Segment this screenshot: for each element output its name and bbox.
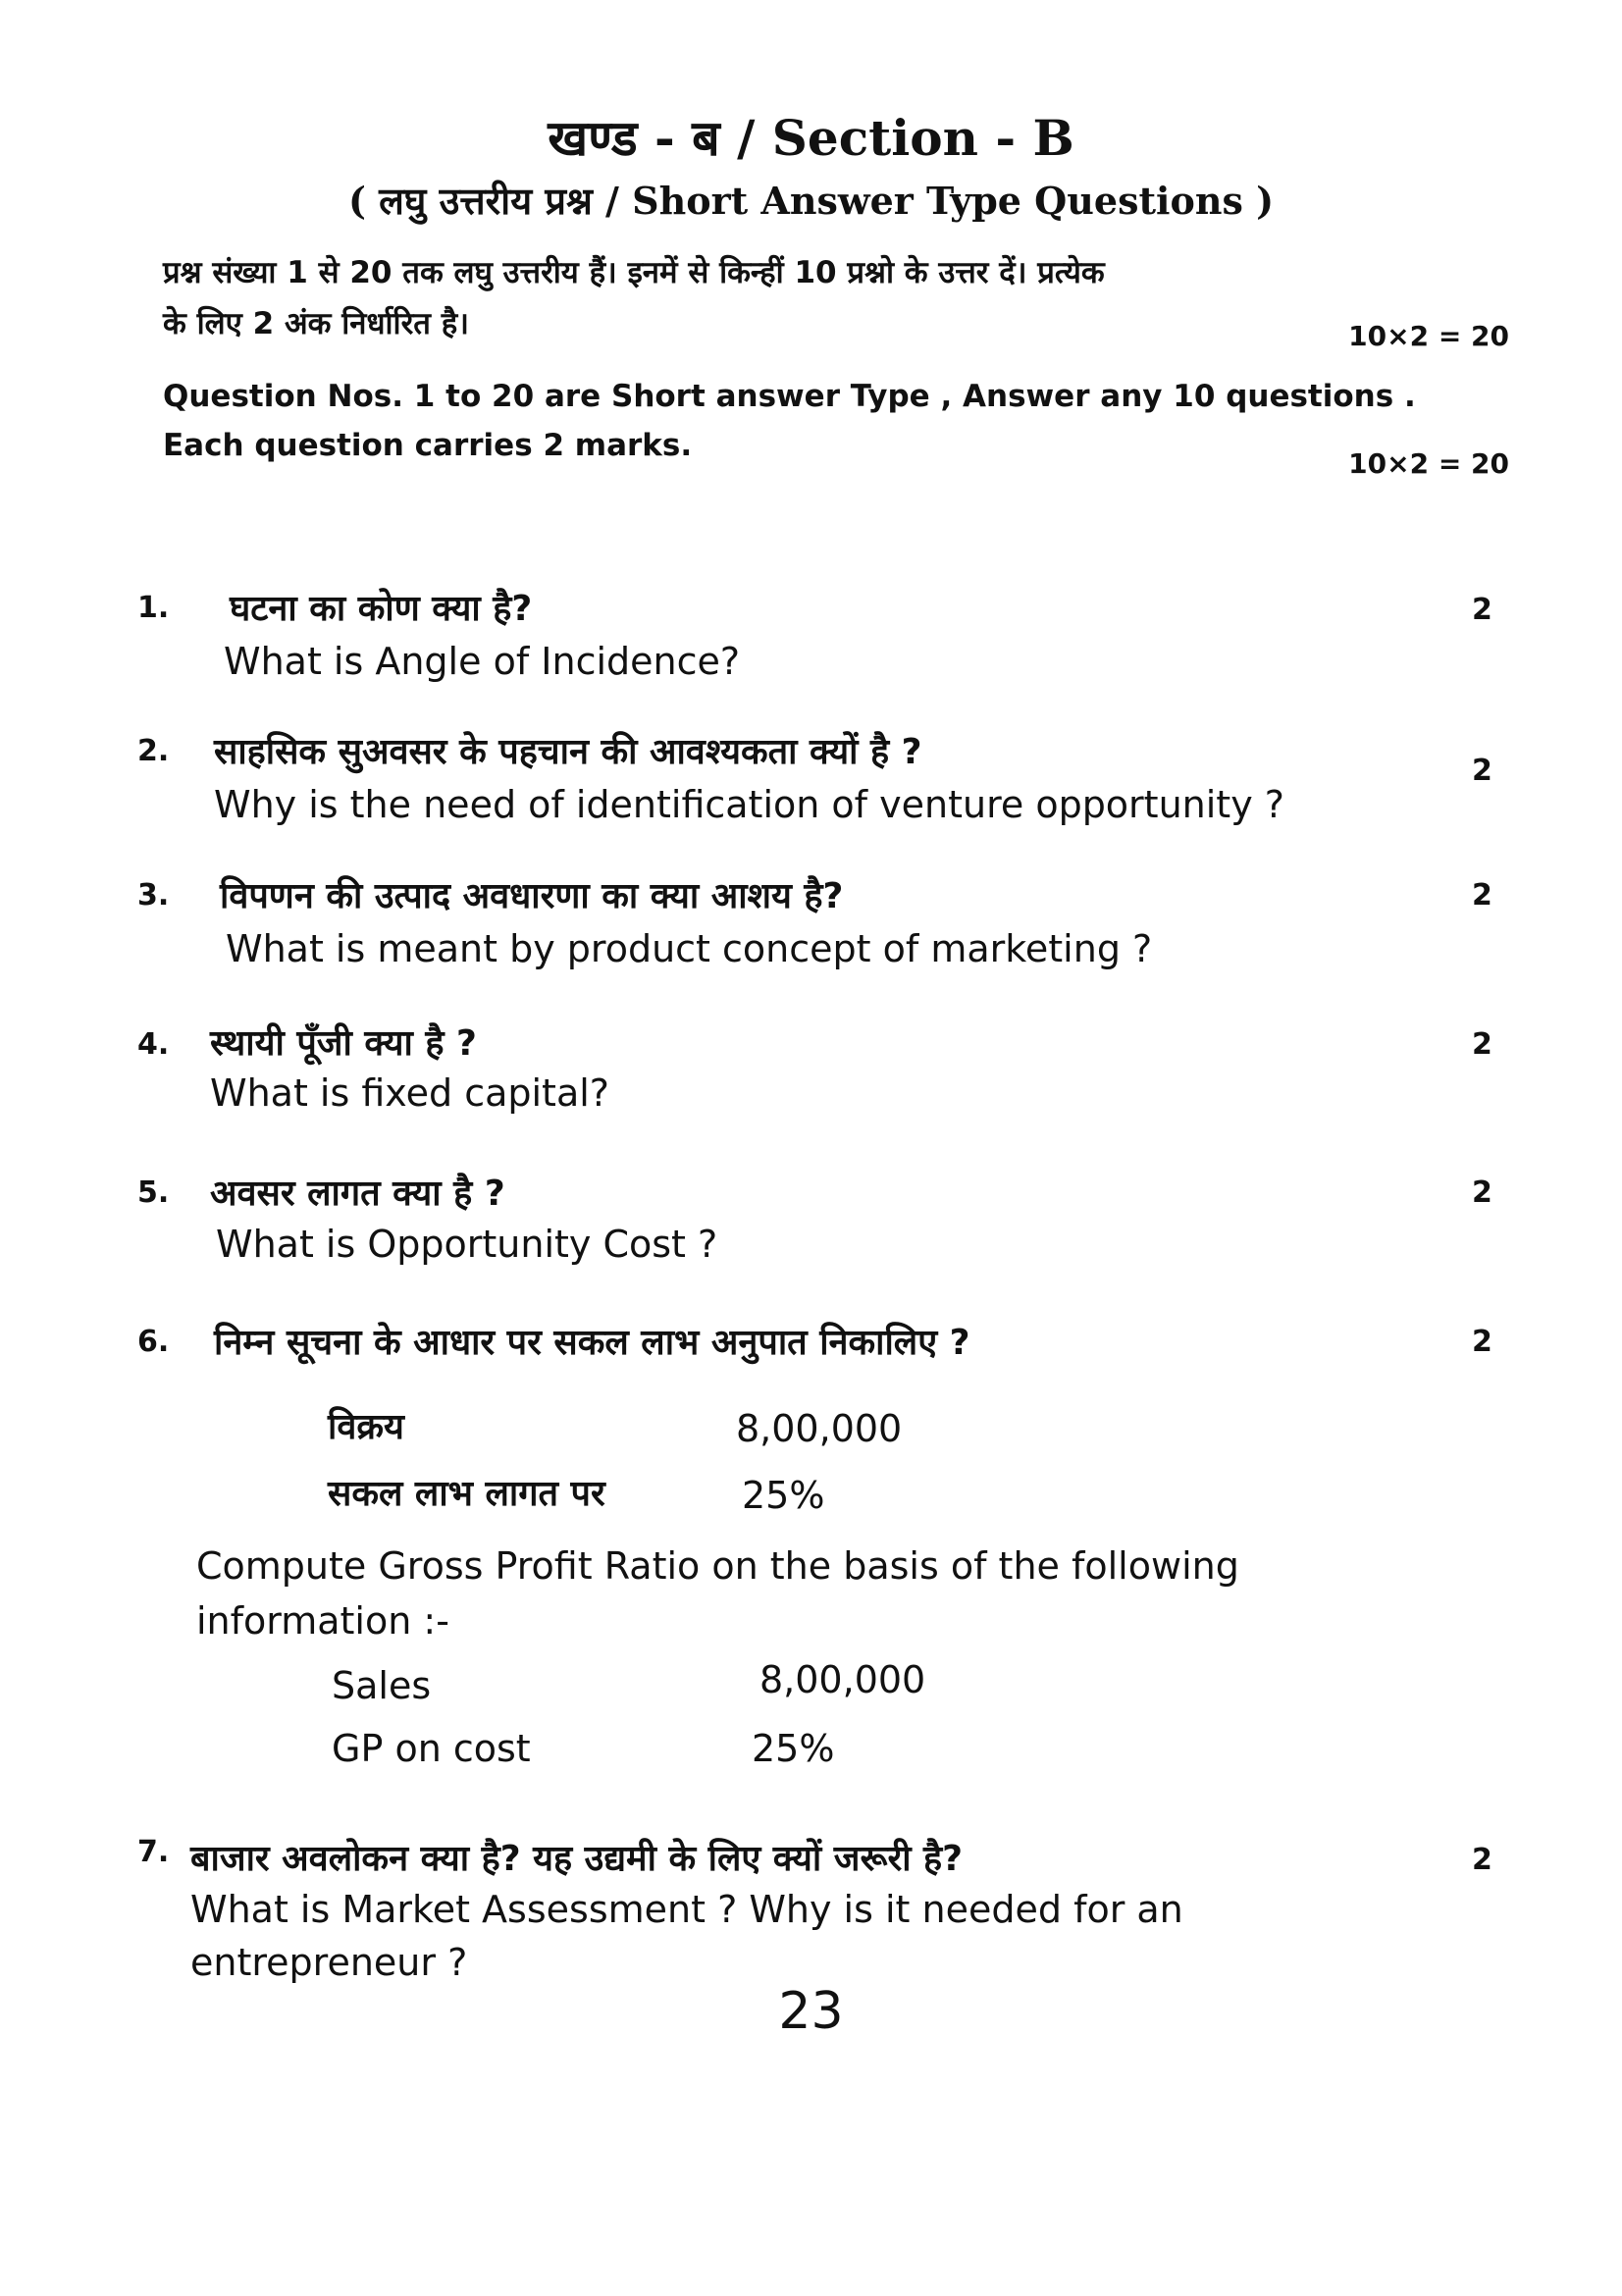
page-number: 23 <box>778 1982 844 2041</box>
english-table-label: Sales <box>332 1664 432 1707</box>
question-hindi: घटना का कोण क्या है? <box>230 589 533 629</box>
question-number: 3. <box>137 878 170 913</box>
section-title: खण्ड - ब / Section - B <box>548 109 1074 167</box>
question-hindi: अवसर लागत क्या है ? <box>210 1174 505 1214</box>
instruction-english-line-1: Question Nos. 1 to 20 are Short answer Type , Answer any 10 questions . <box>163 379 1416 414</box>
hindi-table-value: 8,00,000 <box>736 1407 903 1450</box>
question-hindi: साहसिक सुअवसर के पहचान की आवश्यकता क्यों है ? <box>214 732 922 772</box>
question-english: What is Angle of Incidence? <box>224 640 741 683</box>
question-marks: 2 <box>1472 1325 1492 1359</box>
question-number: 5. <box>137 1175 170 1210</box>
hindi-table-label: सकल लाभ लागत पर <box>328 1474 605 1514</box>
question-hindi: निम्न सूचना के आधार पर सकल लाभ अनुपात निकालिए ? <box>214 1323 970 1363</box>
question-marks: 2 <box>1472 1843 1492 1877</box>
question-english-line-2: information :- <box>196 1599 449 1643</box>
question-english: What is meant by product concept of marketing ? <box>226 927 1153 970</box>
english-table-label: GP on cost <box>332 1727 531 1770</box>
question-marks: 2 <box>1472 754 1492 788</box>
english-table-value: 8,00,000 <box>759 1658 926 1701</box>
question-number: 2. <box>137 734 170 768</box>
question-english-line-2: entrepreneur ? <box>190 1941 468 1984</box>
instruction-english-formula: 10×2 = 20 <box>1348 447 1509 480</box>
question-english: Why is the need of identification of venture opportunity ? <box>214 783 1284 826</box>
question-hindi: विपणन की उत्पाद अवधारणा का क्या आशय है? <box>220 876 844 916</box>
instruction-hindi-line-2: के लिए 2 अंक निर्धारित है। <box>163 306 469 341</box>
hindi-table-value: 25% <box>742 1474 825 1517</box>
question-number: 6. <box>137 1325 170 1359</box>
hindi-table-label: विक्रय <box>328 1407 404 1447</box>
question-english-line-1: What is Market Assessment ? Why is it needed for an <box>190 1888 1183 1931</box>
question-marks: 2 <box>1472 1027 1492 1062</box>
question-number: 7. <box>137 1835 170 1869</box>
instruction-hindi-line-1: प्रश्न संख्या 1 से 20 तक लघु उत्तरीय हैं। इनमें से किन्हीं 10 प्रश्नो के उत्तर दें। प्रत्येक <box>163 255 1105 290</box>
english-table-value: 25% <box>752 1727 835 1770</box>
question-hindi: बाजार अवलोकन क्या है? यह उद्यमी के लिए क्यों जरूरी है? <box>190 1839 964 1879</box>
question-marks: 2 <box>1472 1175 1492 1210</box>
question-number: 1. <box>137 591 170 625</box>
instruction-hindi-formula: 10×2 = 20 <box>1348 320 1509 352</box>
question-english: What is Opportunity Cost ? <box>216 1223 718 1266</box>
question-hindi: स्थायी पूँजी क्या है ? <box>210 1023 477 1064</box>
question-english: What is fixed capital? <box>210 1071 609 1115</box>
question-english-line-1: Compute Gross Profit Ratio on the basis of the following <box>196 1544 1239 1588</box>
section-subtitle: ( लघु उत्तरीय प्रश्न / Short Answer Type Questions ) <box>347 179 1275 223</box>
question-number: 4. <box>137 1027 170 1062</box>
question-marks: 2 <box>1472 593 1492 627</box>
question-marks: 2 <box>1472 878 1492 913</box>
instruction-english-line-2: Each question carries 2 marks. <box>163 428 693 463</box>
